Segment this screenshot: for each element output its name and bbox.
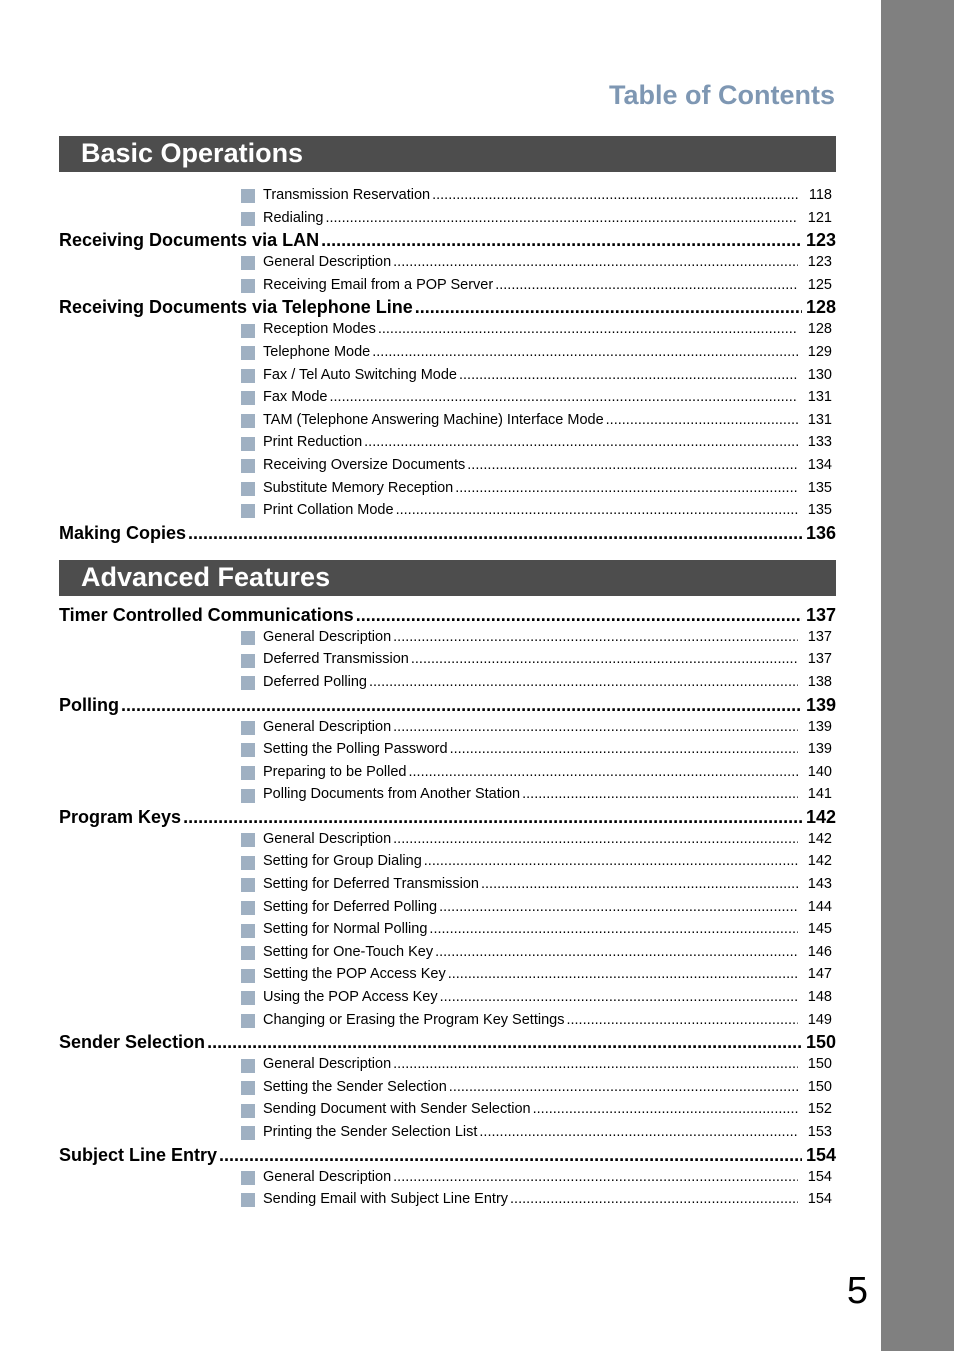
toc-entry-page: 146 [807,943,832,960]
toc-entry-row[interactable] [59,648,836,671]
toc-entry-title: General Description [263,628,392,645]
toc-entry-title: Polling Documents from Another Station [263,786,521,803]
toc-entry-title: Setting for Normal Polling [263,921,428,938]
toc-chapter-page: 154 [805,1144,836,1165]
toc-entry-title: Substitute Memory Reception [263,479,454,496]
toc-entry-title: Setting the POP Access Key [263,966,446,983]
toc-entry-page: 135 [807,479,832,496]
square-bullet-icon [241,833,255,847]
toc-entry-title: Setting for Group Dialing [263,853,422,870]
square-bullet-icon [241,901,255,915]
toc-entry-row[interactable] [59,738,836,761]
toc-entry-row[interactable] [59,941,836,964]
dot-leader [432,184,798,206]
toc-entry-page: 150 [807,1056,832,1073]
toc-chapter-title: Making Copies [59,522,187,543]
dot-leader [450,738,798,760]
dot-leader [429,918,798,940]
toc-entry-page: 147 [807,966,832,983]
toc-entry-row[interactable] [59,364,836,387]
dot-leader [495,274,798,296]
dot-leader [439,896,798,918]
toc-entry-page: 154 [807,1168,832,1185]
toc-entry-page: 139 [807,718,832,735]
square-bullet-icon [241,414,255,428]
toc-entry-row[interactable] [59,873,836,896]
toc-entry-title: Printing the Sender Selection List [263,1124,478,1140]
toc-entry-page: 142 [807,853,832,870]
toc-chapter-page: 128 [805,297,836,318]
square-bullet-icon [241,346,255,360]
toc-entry-title: Changing or Erasing the Program Key Settings [263,1011,565,1028]
dot-leader [424,850,798,872]
toc-entry-row[interactable] [59,761,836,784]
toc-entry-page: 141 [807,786,832,803]
dot-leader [533,1098,798,1120]
square-bullet-icon [241,878,255,892]
toc-chapter-row[interactable] [59,806,836,828]
dot-leader [481,873,798,895]
section-header-advanced-features: Advanced Features [59,560,836,596]
toc-entry-row[interactable] [59,386,836,409]
dot-leader [467,454,798,476]
toc-entry-title: Setting for Deferred Transmission [263,876,479,893]
toc-entry-title: Fax Mode [263,389,328,406]
dot-leader [183,806,802,828]
dot-leader [393,626,798,648]
square-bullet-icon [241,504,255,518]
toc-entry-page: 152 [807,1101,832,1118]
square-bullet-icon [241,721,255,735]
toc-entry-page: 150 [807,1078,832,1095]
square-bullet-icon [241,459,255,473]
toc-chapter-page: 136 [805,522,836,543]
toc-chapter-title: Receiving Documents via Telephone Line [59,297,413,318]
dot-leader [411,648,798,670]
toc-chapter-row[interactable] [59,694,836,716]
dot-leader [393,251,798,273]
toc-entry-row[interactable] [59,1009,836,1032]
toc-entry-row[interactable] [59,828,836,851]
toc-entry-title: Redialing [263,209,324,226]
dot-leader [321,229,802,251]
toc-entry-title: Using the POP Access Key [263,989,438,1006]
toc-entry-page: 137 [807,651,832,668]
toc-entry-page: 149 [807,1011,832,1028]
toc-entry-row[interactable] [59,783,836,806]
dot-leader [369,671,798,693]
square-bullet-icon [241,946,255,960]
toc-entry-title: Receiving Email from a POP Server [263,276,494,293]
dot-leader [455,477,798,499]
toc-entry-page: 153 [807,1124,832,1140]
square-bullet-icon [241,676,255,690]
toc-entry-title: General Description [263,830,392,847]
toc-entry-row[interactable] [59,1098,836,1121]
toc-entry-row[interactable] [59,1053,836,1076]
toc-entry-row[interactable] [59,499,836,522]
toc-entry-title: General Description [263,1056,392,1073]
square-bullet-icon [241,743,255,757]
toc-entry-row[interactable] [59,274,836,297]
toc-chapter-row[interactable] [59,229,836,251]
dot-leader [510,1188,798,1210]
toc-entry-row[interactable] [59,251,836,274]
toc-entry-row[interactable] [59,454,836,477]
dot-leader [207,1031,802,1053]
square-bullet-icon [241,1014,255,1028]
dot-leader [396,499,798,521]
dot-leader [415,296,802,318]
toc-entry-page: 144 [807,898,832,915]
toc-entry-row[interactable] [59,1121,836,1144]
toc-entry-page: 129 [807,343,832,360]
square-bullet-icon [241,212,255,226]
toc-entry-page: 118 [808,187,832,203]
dot-leader [459,364,798,386]
toc-chapter-title: Timer Controlled Communications [59,604,354,625]
toc-chapter-row[interactable] [59,296,836,318]
dot-leader [329,386,798,408]
toc-entry-row[interactable] [59,1166,836,1189]
toc-entry-page: 128 [807,321,832,338]
side-tab [881,0,954,1351]
toc-entry-page: 142 [807,830,832,847]
toc-entry-page: 135 [807,502,832,519]
toc-entry-title: Setting the Sender Selection [263,1078,447,1095]
dot-leader [393,1166,798,1188]
dot-leader [393,716,798,738]
toc-entry-row[interactable] [59,716,836,739]
page-title: Table of Contents [609,80,835,110]
toc-chapter-title: Polling [59,694,119,715]
toc-entry-page: 134 [807,456,832,473]
square-bullet-icon [241,189,255,203]
page-number: 5 [846,1270,868,1312]
dot-leader [372,341,798,363]
dot-leader [364,431,798,453]
toc-entry-title: Sending Email with Subject Line Entry [263,1191,509,1208]
toc-chapter-row[interactable] [59,604,836,626]
toc-entry-title: Fax / Tel Auto Switching Mode [263,366,457,383]
dot-leader [356,604,802,626]
square-bullet-icon [241,1193,255,1207]
dot-leader [325,207,798,229]
square-bullet-icon [241,437,255,451]
dot-leader [449,1076,798,1098]
toc-entry-page: 137 [807,628,832,645]
toc-chapter-page: 142 [805,806,836,827]
square-bullet-icon [241,969,255,983]
toc-list-basic-operations [59,184,836,544]
toc-entry-row[interactable] [59,1188,836,1211]
toc-entry-title: Setting for One-Touch Key [263,943,434,960]
toc-chapter-title: Sender Selection [59,1032,206,1053]
square-bullet-icon [241,1171,255,1185]
toc-entry-row[interactable] [59,184,836,207]
square-bullet-icon [241,279,255,293]
square-bullet-icon [241,369,255,383]
toc-entry-page: 154 [807,1191,832,1208]
dot-leader [606,409,798,431]
toc-entry-row[interactable] [59,963,836,986]
toc-entry-row[interactable] [59,1076,836,1099]
toc-entry-title: Deferred Transmission [263,651,409,668]
toc-chapter-title: Subject Line Entry [59,1144,218,1165]
square-bullet-icon [241,482,255,496]
toc-entry-title: General Description [263,718,392,735]
toc-entry-title: General Description [263,254,392,271]
toc-entry-title: Sending Document with Sender Selection [263,1101,531,1118]
square-bullet-icon [241,1126,255,1140]
square-bullet-icon [241,924,255,938]
square-bullet-icon [241,324,255,338]
dot-leader [393,1053,798,1075]
toc-chapter-page: 139 [805,694,836,715]
toc-chapter-title: Receiving Documents via LAN [59,230,320,251]
dot-leader [448,963,798,985]
dot-leader [393,828,798,850]
square-bullet-icon [241,1081,255,1095]
square-bullet-icon [241,1059,255,1073]
toc-entry-row[interactable] [59,918,836,941]
toc-entry-row[interactable] [59,671,836,694]
square-bullet-icon [241,256,255,270]
dot-leader [378,318,798,340]
toc-entry-page: 138 [807,673,832,690]
toc-entry-row[interactable] [59,850,836,873]
toc-entry-row[interactable] [59,207,836,230]
toc-entry-page: 139 [807,741,832,758]
toc-entry-page: 130 [807,366,832,383]
toc-content [59,136,836,1211]
toc-entry-page: 143 [807,876,832,893]
toc-entry-page: 145 [807,921,832,938]
toc-entry-row[interactable] [59,626,836,649]
square-bullet-icon [241,766,255,780]
toc-entry-title: Print Reduction [263,434,363,451]
toc-entry-page: 140 [807,763,832,780]
toc-entry-title: Print Collation Mode [263,502,394,519]
dot-leader [121,694,802,716]
toc-entry-page: 131 [807,389,832,406]
toc-entry-page: 125 [807,276,832,293]
toc-entry-row[interactable] [59,477,836,500]
toc-entry-title: Preparing to be Polled [263,763,407,780]
toc-entry-title: Reception Modes [263,321,376,338]
toc-entry-title: TAM (Telephone Answering Machine) Interface Mode [263,411,604,428]
dot-leader [219,1144,802,1166]
toc-chapter-row[interactable] [59,1144,836,1166]
toc-entry-page: 131 [807,411,832,428]
toc-entry-row[interactable] [59,318,836,341]
square-bullet-icon [241,991,255,1005]
toc-entry-title: Setting the Polling Password [263,741,448,758]
toc-list-advanced-features [59,604,836,1211]
dot-leader [435,941,798,963]
toc-chapter-row[interactable] [59,1031,836,1053]
toc-entry-title: Receiving Oversize Documents [263,456,466,473]
toc-entry-row[interactable] [59,986,836,1009]
section-header-basic-operations: Basic Operations [59,136,836,172]
toc-chapter-page: 137 [805,604,836,625]
toc-entry-page: 121 [807,209,832,226]
toc-entry-row[interactable] [59,431,836,454]
square-bullet-icon [241,654,255,668]
square-bullet-icon [241,789,255,803]
toc-entry-page: 148 [807,989,832,1006]
square-bullet-icon [241,391,255,405]
toc-chapter-page: 123 [805,230,836,251]
dot-leader [409,761,799,783]
toc-entry-page: 133 [807,434,832,451]
square-bullet-icon [241,1104,255,1118]
toc-entry-title: Deferred Polling [263,673,367,690]
square-bullet-icon [241,856,255,870]
toc-entry-row[interactable] [59,409,836,432]
toc-entry-row[interactable] [59,341,836,364]
toc-entry-title: Setting for Deferred Polling [263,898,438,915]
toc-entry-title: General Description [263,1168,392,1185]
dot-leader [566,1009,798,1031]
dot-leader [522,783,798,805]
toc-entry-title: Transmission Reservation [263,187,431,203]
toc-entry-page: 123 [807,254,832,271]
toc-entry-title: Telephone Mode [263,343,371,360]
toc-entry-row[interactable] [59,896,836,919]
dot-leader [188,522,802,544]
square-bullet-icon [241,631,255,645]
dot-leader [479,1121,798,1143]
toc-chapter-title: Program Keys [59,806,182,827]
toc-chapter-page: 150 [805,1032,836,1053]
toc-chapter-row[interactable] [59,522,836,544]
dot-leader [440,986,798,1008]
